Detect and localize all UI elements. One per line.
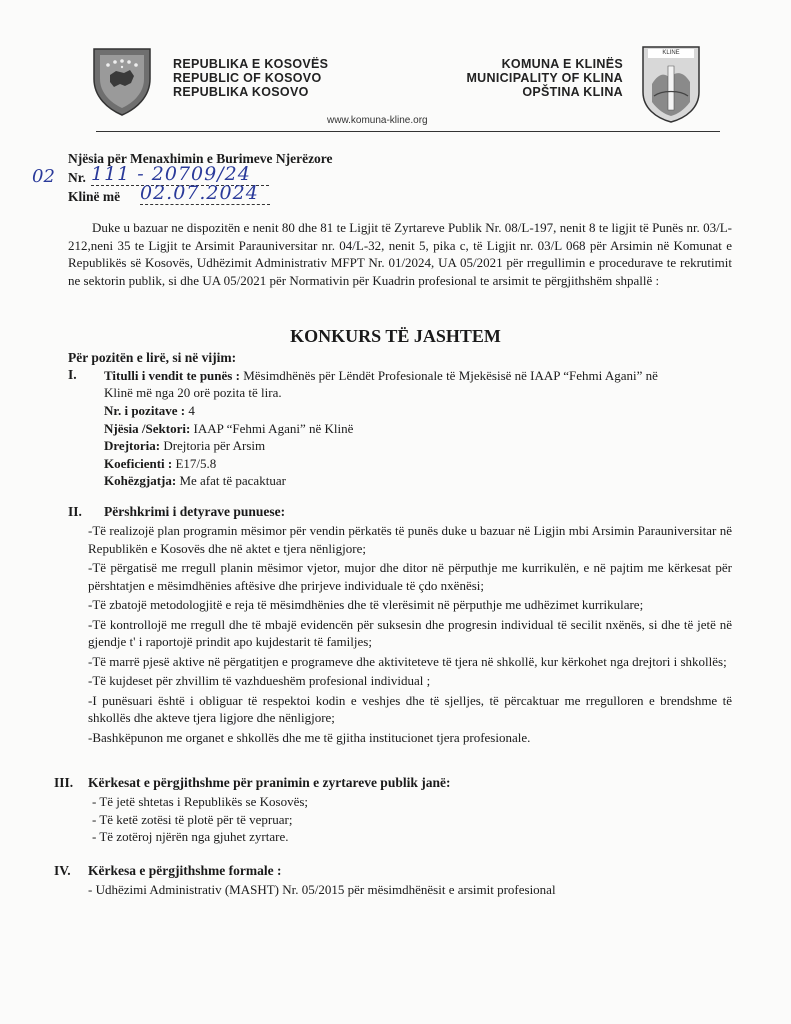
legal-basis-paragraph: Duke u bazuar ne dispozitën e nenit 80 dhe 81 te Ligjit të Zyrtareve Publik Nr. 08/L-197, nenit 8 te ligjit të Punës nr. 03/L-212,neni 35 te Ligjit te Arsimit Parauniversitar nr. 04/L-32, nenit 5, pika c, të Ligjit nr. 03/L 068 për Arsimin në Komunat e Republikës së Kosovës, Udhëzimit Administrativ MFPT Nr. 01/2024, UA 05/2021 për rregullimin e procedurave te rekrutimit ne sektorin publik, si dhe UA 05/2021 për Normativin për Kuadrin profesional te arsimit te përgjithshëm shpallë : xyxy=(68,220,732,288)
header-right-text xyxy=(466,57,623,99)
field-label: Nr. i pozitave : xyxy=(104,403,186,418)
reference-prefix-handwritten: 02 xyxy=(32,166,55,187)
header-right-line-3: OPŠTINA KLINA xyxy=(522,85,623,99)
section-3-number: III. xyxy=(54,775,74,790)
section-2-number: II. xyxy=(68,504,82,519)
section-4-heading: Kërkesa e përgjithshme formale : xyxy=(88,863,282,878)
reference-number-handwritten: 111 - 20709/24 xyxy=(91,163,269,186)
duty-item: -Të zbatojë metodologjitë e reja të mësimdhënies dhe të vlerësimit në përputhje me udhëzimet kurrikulare; xyxy=(88,597,644,612)
duty-item: -Të kontrollojë me rregull dhe të mbajë evidencën për suksesin dhe progresin individual të secilit nxënës, si dhe të jetë në gjendje t' i raportojë prindit apo kujdestarit të familjes; xyxy=(88,616,732,649)
duty-item: -I punësuari është i obliguar të respektoi kodin e veshjes dhe të sjelljes, të përcaktuar me rregulloren e brendshme të shkollës dhe akteve tjera ligjore dhe nënligjore; xyxy=(88,692,732,725)
section-4-number: IV. xyxy=(54,863,71,878)
field-directorate xyxy=(104,437,353,455)
hr-unit-title: Njësia për Menaxhimin e Burimeve Njerëzore xyxy=(68,151,333,166)
section-3-heading: Kërkesat e përgjithshme për pranimin e zyrtareve publik janë: xyxy=(88,775,451,790)
job-title-value: Mësimdhënës për Lëndët Profesionale të Mjekësisë në IAAP “Fehmi Agani” në xyxy=(239,368,658,383)
field-value: E17/5.8 xyxy=(172,455,217,471)
header-left-text xyxy=(173,57,328,99)
field-label: Koeficienti : xyxy=(104,455,173,471)
field-coefficient xyxy=(104,455,353,473)
header-divider xyxy=(96,131,720,132)
duty-item: -Të përgatisë me rregull planin mësimor vjetor, mujor dhe ditor në përputhje me kurrikulën, e në pajtim me kërkesat për përshtatjen e mësimdhënies aftësive dhe prirjeve individuale të çdo nxënësi; xyxy=(88,560,732,593)
kosovo-coat-of-arms xyxy=(90,45,154,117)
website-url: www.komuna-kline.org xyxy=(327,115,428,126)
field-label: Drejtoria: xyxy=(104,438,161,453)
requirement-item: - Të jetë shtetas i Republikës se Kosovës; xyxy=(92,794,309,809)
section-2-heading: Përshkrimi i detyrave punuese: xyxy=(104,504,286,519)
general-requirements-list xyxy=(92,793,308,846)
header-right-line-1: KOMUNA E KLINËS xyxy=(501,57,623,71)
duty-item: -Të realizojë plan programin mësimor për vendin përkatës të punës duke u bazuar në Ligjin mbi Arsimin Parauniversitar në Republikën e Kosovës dhe në aktet e tjera nënligjore; xyxy=(88,523,732,556)
header-left-line-1: REPUBLIKA E KOSOVËS xyxy=(173,57,329,71)
header-right-line-2: MUNICIPALITY OF KLINA xyxy=(466,71,623,85)
job-title-label: Titulli i vendit te punës : xyxy=(104,368,240,383)
field-value: IAAP “Fehmi Agani” në Klinë xyxy=(190,420,354,436)
position-fields xyxy=(104,402,353,490)
job-title-value-cont: Klinë më nga 20 orë pozita të lira. xyxy=(104,385,282,400)
reference-number-label: Nr. xyxy=(68,170,86,185)
header-left-line-2: REPUBLIC OF KOSOVO xyxy=(173,71,322,85)
field-value: Drejtoria për Arsim xyxy=(160,438,266,453)
duty-item: -Të kujdeset për zhvillim të vazhdueshëm profesional individual ; xyxy=(88,673,431,688)
date-handwritten: 02.07.2024 xyxy=(140,182,270,205)
field-value: Me afat të pacaktuar xyxy=(176,473,286,488)
field-duration xyxy=(104,472,353,490)
seal-label: KLINE xyxy=(662,50,680,56)
section-1-number: I. xyxy=(68,367,77,382)
field-positions xyxy=(104,402,353,420)
duties-list xyxy=(88,522,732,746)
duty-item: -Të marrë pjesë aktive në përgatitjen e programeve dhe aktiviteteve të tjera në shkollë, kur kërkohet nga drejtori i shkollës; xyxy=(88,653,727,669)
field-value: 4 xyxy=(185,403,195,418)
duty-item: -Bashkëpunon me organet e shkollës dhe me të gjitha institucionet tjera profesionale. xyxy=(88,729,531,745)
formal-requirement-item: - Udhëzimi Administrativ (MASHT) Nr. 05/2015 për mësimdhënësit e arsimit profesional xyxy=(88,882,556,897)
requirement-item: - Të zotëroj njërën nga gjuhet zyrtare. xyxy=(92,829,289,844)
date-label: Klinë më xyxy=(68,189,121,204)
positions-subtitle: Për pozitën e lirë, si në vijim: xyxy=(68,350,237,365)
job-title-line xyxy=(104,367,658,385)
requirement-item: - Të ketë zotësi të plotë për të vepruar; xyxy=(92,811,293,827)
field-label: Njësia /Sektori: xyxy=(104,420,191,436)
document-title: KONKURS TË JASHTEM xyxy=(290,326,501,346)
klina-municipal-seal xyxy=(640,44,702,124)
field-unit xyxy=(104,420,353,438)
header-left-line-3: REPUBLIKA KOSOVO xyxy=(173,85,309,99)
field-label: Kohëzgjatja: xyxy=(104,473,177,488)
